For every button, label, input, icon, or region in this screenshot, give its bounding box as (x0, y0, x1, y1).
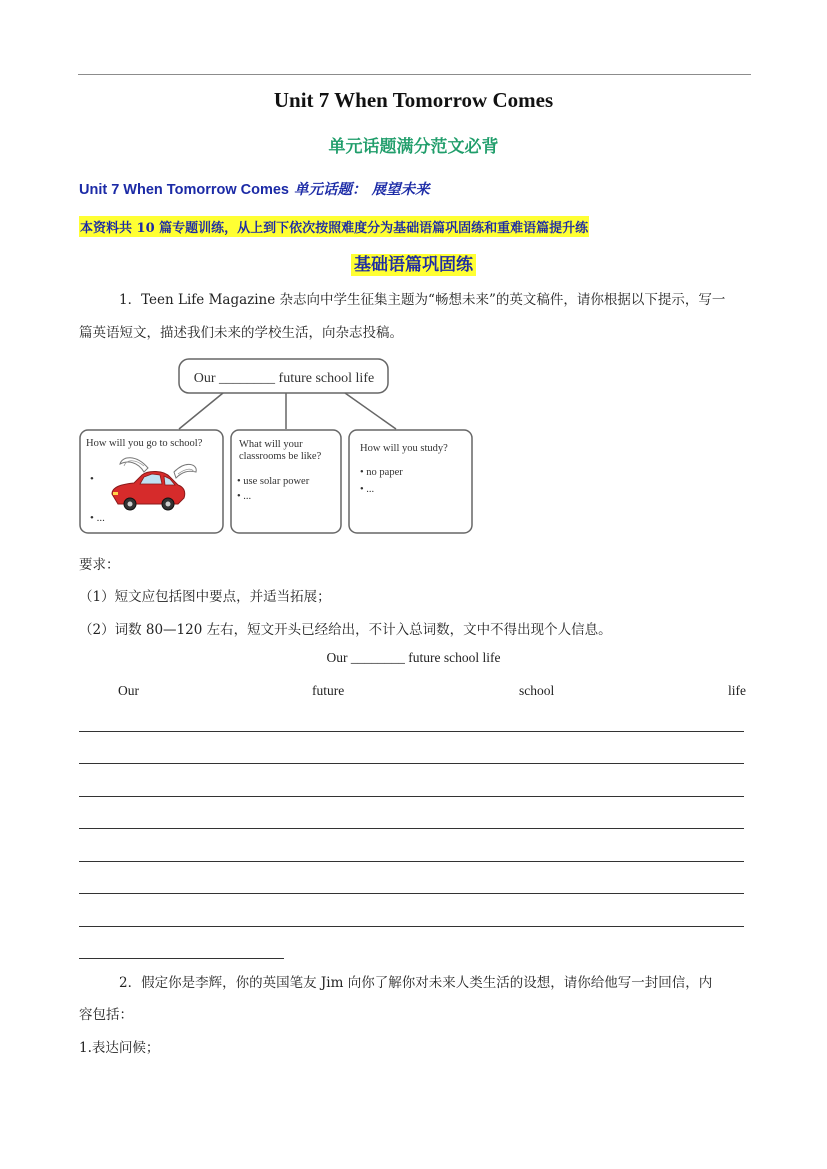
mind-map-diagram (78, 356, 478, 538)
writing-line[interactable] (79, 796, 744, 797)
writing-line[interactable] (79, 828, 744, 829)
writing-line-short[interactable] (79, 958, 284, 959)
topic-label: 单元话题： 展望未来 (289, 181, 430, 198)
box-classrooms-question1: What will your (239, 439, 303, 450)
header-rule (78, 74, 751, 75)
box-classrooms-question2: classrooms be like? (239, 451, 322, 462)
writing-line[interactable] (79, 763, 744, 764)
start-word-our: Our (118, 683, 139, 698)
material-note: 本资料共 10 篇专题训练，从上到下依次按照难度分为基础语篇巩固练和重难语篇提升练 (79, 216, 589, 237)
box-study-bullet2: • ... (360, 484, 375, 495)
start-word-future: future (312, 683, 345, 698)
writing-line[interactable] (79, 926, 744, 927)
q1-prompt-line2: 篇英语短文，描述我们未来的学校生活，向杂志投稿。 (79, 325, 403, 341)
box-classrooms-bullet1: • use solar power (237, 476, 310, 487)
q2-prompt-line1: 2．假定你是李辉，你的英国笔友 Jim 向你了解你对未来人类生活的设想，请你给他写一封回信，内 (119, 975, 713, 991)
topic-line (79, 178, 430, 199)
box-study-question: How will you study? (360, 443, 448, 454)
page-subtitle: 单元话题满分范文必背 (328, 137, 499, 157)
requirement-2: （2）词数 80—120 左右，短文开头已经给出，不计入总词数，文中不得出现个人信息。 (79, 622, 612, 638)
section-heading-text: 基础语篇巩固练 (351, 254, 476, 276)
box-transport-question: How will you go to school? (86, 438, 203, 449)
connector-left (179, 393, 223, 429)
connector-right (345, 393, 396, 429)
box-transport-bullet2: • ... (90, 512, 105, 524)
requirement-1: （1）短文应包括图中要点，并适当拓展； (79, 589, 331, 605)
q2-item-1: 1.表达问候； (79, 1040, 160, 1056)
topic-unit: Unit 7 When Tomorrow Comes (79, 182, 289, 198)
page-title: Unit 7 When Tomorrow Comes (273, 88, 554, 112)
writing-line[interactable] (79, 731, 744, 732)
start-word-school: school (519, 683, 555, 698)
section-heading (0, 250, 827, 275)
mind-map-root-label: Our ________ future school life (193, 371, 375, 386)
box-study-bullet1: • no paper (360, 467, 403, 478)
writing-line[interactable] (79, 893, 744, 894)
box-classrooms-bullet2: • ... (237, 491, 252, 502)
requirements-title: 要求： (79, 557, 120, 573)
box-transport-bullet1: • (90, 473, 94, 485)
start-word-life: life (728, 683, 746, 698)
q1-prompt-line1: 1．Teen Life Magazine 杂志向中学生征集主题为“畅想未来”的英文稿件，请你根据以下提示，写一 (119, 292, 726, 308)
writing-line[interactable] (79, 861, 744, 862)
q2-prompt-line2: 容包括： (79, 1007, 133, 1023)
essay-title: Our ________ future school life (326, 650, 501, 665)
